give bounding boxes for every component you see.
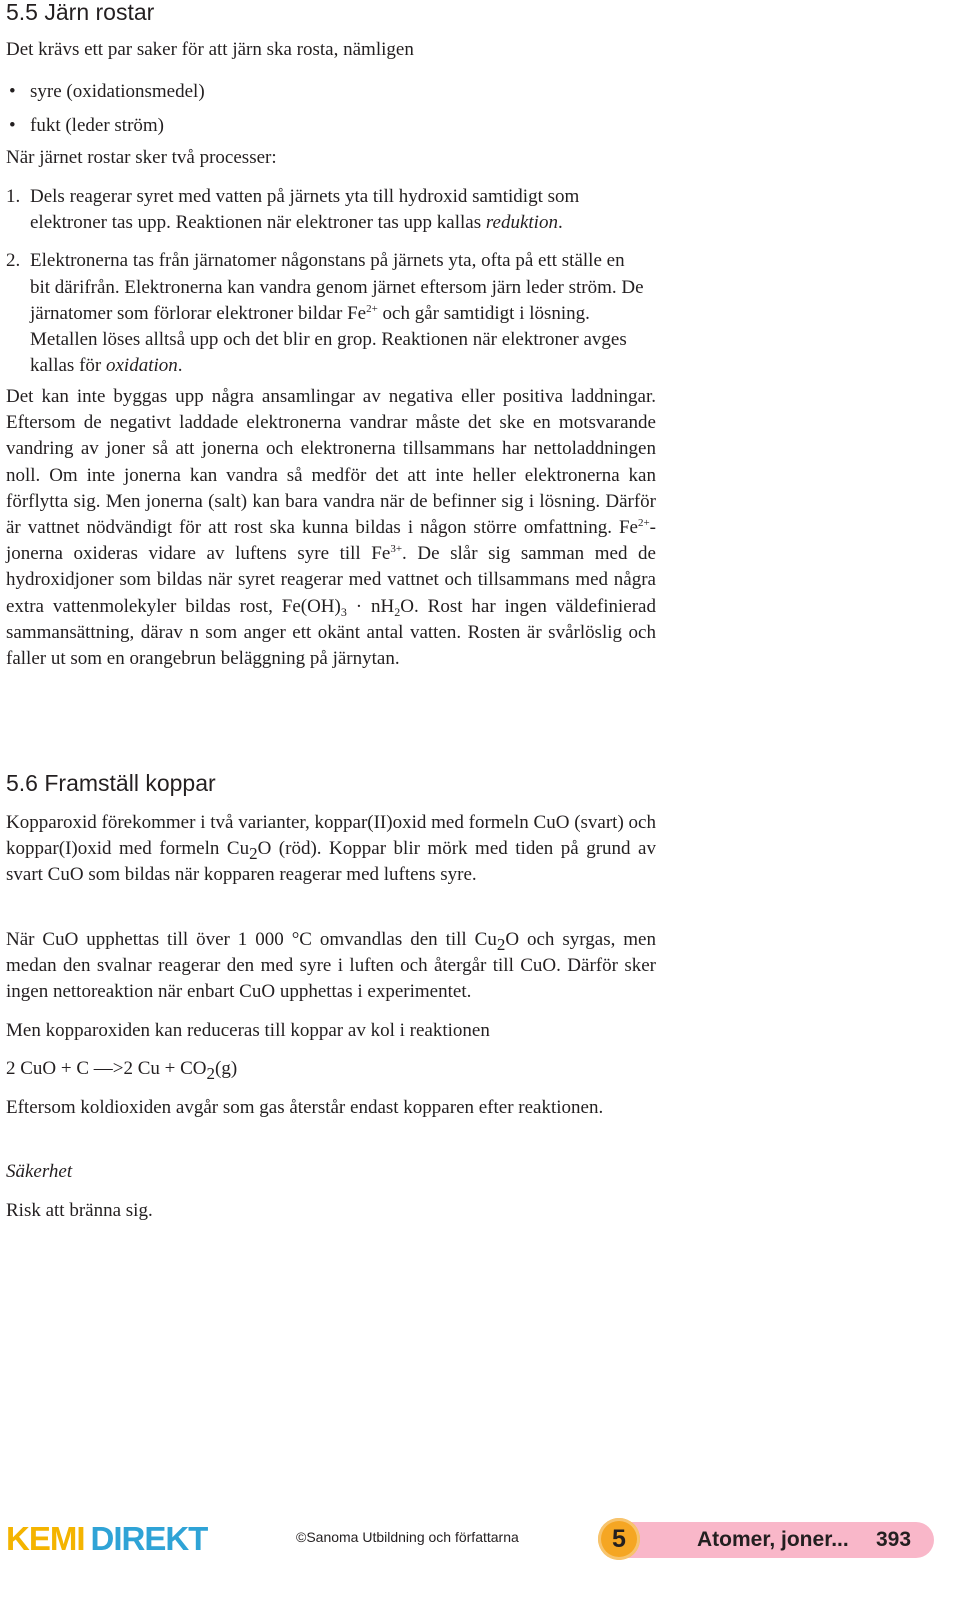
reaction-equation xyxy=(6,1056,666,1082)
list-item xyxy=(6,184,646,236)
paragraph-text: O. Rost har ingen väldefinierad sammansättning, därav n som anger ett okänt antal vatten. Rosten är svårlöslig och faller ut som en orangebrun beläggning på järnytan. xyxy=(6,595,656,670)
list-item xyxy=(6,248,646,379)
rust-requirements-list xyxy=(6,75,205,143)
safety-heading-text: Säkerhet xyxy=(6,1161,73,1182)
formula-subscript: 2 xyxy=(394,604,401,619)
safety-heading xyxy=(6,1159,666,1185)
rust-process-steps xyxy=(6,184,646,379)
step-text: och går samtidigt i lösning. Metallen löses alltså upp och det blir en grop. Reaktionen när elektroner avges kallas för xyxy=(30,302,627,377)
step-text: Elektronerna tas från järnatomer någonstans på järnets yta, ofta på ett ställe en bit därifrån. Elektronerna kan vandra genom järnet eftersom järn leder ström. De järnatomer som förlorar elektroner bildar Fe xyxy=(30,250,644,324)
term-oxidation: oxidation xyxy=(105,355,178,377)
formula-subscript: 3 xyxy=(340,604,347,619)
chapter-number: 5 xyxy=(612,1525,626,1553)
safety-text: Risk att bränna sig. xyxy=(6,1200,153,1221)
copyright-notice: ©Sanoma Utbildning och författarna xyxy=(296,1529,519,1545)
copper-oxide-paragraph xyxy=(6,810,656,889)
step-number: 2. xyxy=(6,250,21,272)
paragraph-text: O och syrgas, men medan den svalnar reagerar den med syre i luften och återgår till CuO. Därför sker ingen nettoreaktion när enbart CuO upphettas i experimentet. xyxy=(6,929,656,1003)
page-footer xyxy=(0,1515,960,1565)
paragraph-text: Det kan inte byggas upp några ansamlingar av negativa eller positiva laddningar. Eftersom de negativt laddade elektronerna vandrar måste det ske en motsvarande vandring av joner så att jonerna och elektronerna tillsammans har nettoladdningen noll. Om inte jonerna kan vandra så medför det att inte heller elektronerna kan förflytta sig. Men jonerna (salt) kan bara vandra när de befinner sig i lösning. Därför är vattnet nödvändigt för att rost ska kunna bildas i någon större omfattning. Fe xyxy=(6,386,656,539)
copper-result-paragraph: Eftersom koldioxiden avgår som gas återstår endast kopparen efter reaktionen. xyxy=(6,1097,604,1118)
charge-superscript: 2+ xyxy=(637,517,650,530)
formula-subscript: 2 xyxy=(496,935,506,954)
paragraph-text: När CuO upphettas till över 1 000 °C omvandlas den till Cu xyxy=(6,929,497,950)
step-number: 1. xyxy=(6,186,21,207)
formula-subscript: 2 xyxy=(206,1064,216,1083)
paragraph-text: Kopparoxid förekommer i två varianter, koppar(II)oxid med formeln CuO (svart) och koppar(I)oxid med formeln Cu xyxy=(6,812,656,860)
section-title-rust: 5.5 Järn rostar xyxy=(6,0,155,25)
list-item: • syre (oxidationsmedel) xyxy=(6,75,205,109)
step-text-end: . xyxy=(557,212,563,234)
paragraph-text: O (röd). Koppar blir mörk med tiden på grund av svart CuO som bildas när kopparen reagerar med luftens syre. xyxy=(6,838,656,886)
equation-text: (g) xyxy=(215,1058,238,1079)
copper-reduction-paragraph: Men kopparoxiden kan reduceras till koppar av kol i reaktionen xyxy=(6,1020,490,1041)
rust-processes-lead: När järnet rostar sker två processer: xyxy=(6,147,277,168)
logo-direkt: DIREKT xyxy=(90,1520,208,1557)
rust-explanation-paragraph xyxy=(6,384,656,672)
logo-kemi: KEMI xyxy=(6,1520,85,1557)
list-item: • fukt (leder ström) xyxy=(6,109,205,143)
step-text: Dels reagerar syret med vatten på järnets yta till hydroxid samtidigt som elektroner tas upp. Reaktionen när elektroner tas upp kallas xyxy=(30,186,580,234)
formula-subscript: 2 xyxy=(249,844,258,864)
rust-intro: Det krävs ett par saker för att järn ska rosta, nämligen xyxy=(6,39,414,60)
page-number: 393 xyxy=(876,1528,912,1551)
equation-text: 2 CuO + C —>2 Cu + CO xyxy=(6,1058,207,1079)
paragraph-text: . De slår sig samman med de hydroxidjoner som bildas när syret reagerar med vattnet och tillsammans med några extra vattenmolekyler bildas rost, Fe(OH) xyxy=(6,543,656,617)
term-reduction: reduktion xyxy=(485,212,558,234)
paragraph-text: · nH xyxy=(346,595,395,617)
charge-superscript: 2+ xyxy=(366,302,378,315)
paragraph-text: -jonerna oxideras vidare av luftens syre till Fe xyxy=(6,517,656,565)
charge-superscript: 3+ xyxy=(390,543,403,556)
section-title-copper: 5.6 Framställ koppar xyxy=(6,770,216,796)
chapter-title: Atomer, joner... xyxy=(697,1528,849,1551)
step-text-end: . xyxy=(177,355,183,377)
kemi-direkt-logo xyxy=(6,1517,207,1561)
copper-heating-paragraph xyxy=(6,927,656,1006)
